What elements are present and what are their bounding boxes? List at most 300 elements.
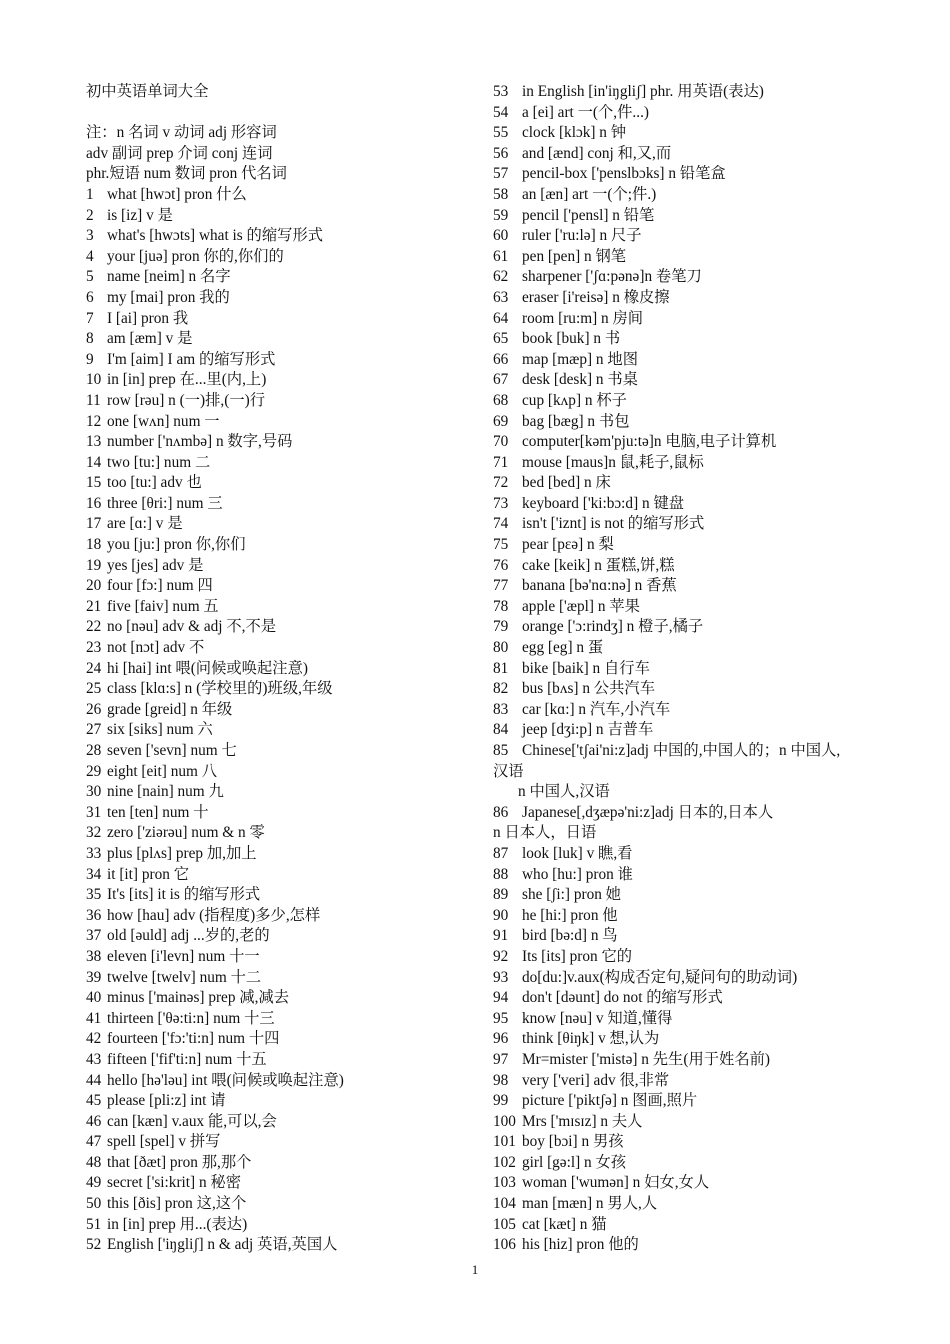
vocab-entry [493, 1194, 893, 1215]
entry-text: no [nəu] adv & adj 不,不是 [107, 618, 277, 636]
vocab-entry [493, 1091, 893, 1112]
entry-number: 99 [493, 1092, 509, 1110]
vocab-entry [493, 803, 893, 824]
document-title: 初中英语单词大全 [86, 83, 209, 100]
entry-number: 6 [86, 288, 94, 306]
vocab-entry [86, 741, 486, 762]
entry-number: 26 [86, 700, 102, 718]
vocab-entry [86, 720, 486, 741]
entry-text: is [iz] v 是 [107, 206, 173, 224]
entry-number: 78 [493, 597, 509, 615]
entry-text: egg [eg] n 蛋 [522, 639, 604, 657]
vocab-entry [86, 926, 486, 947]
entry-number: 9 [86, 350, 94, 368]
vocab-entry [86, 679, 486, 700]
entry-number: 52 [86, 1236, 102, 1254]
entry-text: fifteen ['fif'ti:n] num 十五 [107, 1050, 267, 1068]
entry-number: 96 [493, 1030, 509, 1048]
entry-text: don't [dəunt] do not 的缩写形式 [522, 989, 723, 1007]
entry-number: 34 [86, 865, 102, 883]
vocab-entry [86, 350, 486, 371]
vocab-entry [493, 638, 893, 659]
entry-text: that [ðæt] pron 那,那个 [107, 1153, 252, 1171]
entry-text: what [hwɔt] pron 什么 [107, 185, 247, 203]
entry-number: 77 [493, 577, 509, 595]
entry-number: 64 [493, 309, 509, 327]
entry-text: thirteen ['θə:ti:n] num 十三 [107, 1009, 275, 1027]
vocab-entry [493, 144, 893, 165]
entry-text: he [hi:] pron 他 [522, 906, 618, 924]
entry-number: 27 [86, 721, 102, 739]
entry-number: 56 [493, 144, 509, 162]
vocab-entry [86, 885, 486, 906]
entry-number: 60 [493, 227, 509, 245]
entry-number: 16 [86, 494, 102, 512]
entry-text: it [it] pron 它 [107, 865, 189, 883]
vocab-entry [493, 103, 893, 124]
entry-text: look [luk] v 瞧,看 [522, 844, 633, 862]
entry-number: 57 [493, 165, 509, 183]
entry-number: 20 [86, 577, 102, 595]
entry-number: 5 [86, 268, 94, 286]
entry-text: 汉语 [493, 762, 524, 780]
entry-text: hi [hai] int 喂(问候或唤起注意) [107, 659, 308, 677]
vocab-entry [86, 1071, 486, 1092]
vocab-entry [493, 1112, 893, 1133]
entry-text: six [siks] num 六 [107, 721, 213, 739]
entry-text: in [in] prep 用...(表达) [107, 1215, 248, 1233]
vocab-entry [86, 803, 486, 824]
entry-text: ten [ten] num 十 [107, 803, 209, 821]
vocab-entry [86, 247, 486, 268]
vocab-entry [86, 617, 486, 638]
entry-number: 105 [493, 1215, 516, 1233]
entry-text: his [hiz] pron 他的 [522, 1236, 639, 1254]
entry-number: 63 [493, 288, 509, 306]
entry-number: 51 [86, 1215, 102, 1233]
vocab-entry [86, 576, 486, 597]
entry-number: 10 [86, 371, 102, 389]
entry-number: 23 [86, 639, 102, 657]
entry-text: am [æm] v 是 [107, 330, 193, 348]
vocab-entry [493, 267, 893, 288]
entry-text: number ['nʌmbə] n 数字,号码 [107, 433, 293, 451]
vocab-entry [493, 1009, 893, 1030]
entry-text: your [juə] pron 你的,你们的 [107, 247, 284, 265]
entry-number: 4 [86, 247, 94, 265]
entry-text: spell [spel] v 拼写 [107, 1133, 221, 1151]
entry-number: 69 [493, 412, 509, 430]
vocab-entry [493, 1132, 893, 1153]
entry-number: 13 [86, 433, 102, 451]
entry-number: 55 [493, 124, 509, 142]
entry-text: old [əuld] adj ...岁的,老的 [107, 927, 270, 945]
entry-text: Chinese['tʃai'ni:z]adj 中国的,中国人的；n 中国人, [522, 742, 841, 759]
entry-number: 83 [493, 700, 509, 718]
entry-text: do[du:]v.aux(构成否定句,疑问句的助动词) [522, 968, 798, 986]
entry-number: 47 [86, 1133, 102, 1151]
entry-text: picture ['piktʃə] n 图画,照片 [522, 1092, 698, 1110]
entry-number: 85 [493, 742, 509, 759]
entry-number: 75 [493, 536, 509, 554]
entry-text: two [tu:] num 二 [107, 453, 211, 471]
entry-text: please [pli:z] int 请 [107, 1092, 226, 1110]
entry-number: 28 [86, 742, 102, 759]
entry-text: row [rəu] n (一)排,(一)行 [107, 391, 266, 409]
vocab-entry [86, 906, 486, 927]
entry-text: a [ei] art 一(个,件...) [522, 103, 649, 121]
vocab-entry [493, 988, 893, 1009]
vocab-entry [86, 638, 486, 659]
vocab-entry [493, 391, 893, 412]
vocab-entry [493, 329, 893, 350]
entry-number: 59 [493, 206, 509, 224]
vocab-entry [86, 782, 486, 803]
entry-text: girl [gə:l] n 女孩 [522, 1153, 627, 1171]
entry-number: 68 [493, 391, 509, 409]
entry-number: 22 [86, 618, 102, 636]
entry-text: n 日本人，日语 [493, 824, 597, 842]
entry-text: Japanese[,dʒæpə'ni:z]adj 日本的,日本人 [522, 803, 774, 821]
vocab-entry [86, 412, 486, 433]
entry-text: I [ai] pron 我 [107, 309, 189, 327]
vocab-entry [86, 1235, 486, 1256]
entry-text: English ['iŋgliʃ] n & adj 英语,英国人 [107, 1236, 338, 1254]
vocab-entry [86, 823, 486, 844]
entry-number: 97 [493, 1050, 509, 1068]
vocab-entry [493, 947, 893, 968]
entry-number: 58 [493, 185, 509, 203]
entry-number: 84 [493, 721, 509, 739]
vocab-entry [86, 556, 486, 577]
entry-number: 43 [86, 1050, 102, 1068]
entry-text: who [hu:] pron 谁 [522, 865, 633, 883]
note-line: 注：n 名词 v 动词 adj 形容词 [86, 124, 277, 142]
left-column [86, 82, 486, 1256]
entry-text: class [klɑ:s] n (学校里的)班级,年级 [107, 680, 333, 698]
entry-text: are [ɑ:] v 是 [107, 515, 183, 533]
entry-text: pear [pɛə] n 梨 [522, 536, 614, 554]
entry-text: twelve [twelv] num 十二 [107, 968, 262, 986]
entry-text: eraser [i'reisə] n 橡皮擦 [522, 288, 670, 306]
vocab-entry [493, 1050, 893, 1071]
note-line: phr.短语 num 数词 pron 代名词 [86, 165, 287, 183]
entry-text: isn't ['iznt] is not 的缩写形式 [522, 515, 705, 533]
entry-text: ruler ['ru:lə] n 尺子 [522, 227, 642, 245]
vocab-entry [86, 1173, 486, 1194]
vocab-entry [493, 123, 893, 144]
entry-number: 101 [493, 1133, 516, 1151]
entry-number: 40 [86, 989, 102, 1007]
entry-number: 95 [493, 1009, 509, 1027]
entry-number: 80 [493, 639, 509, 657]
vocab-entry [86, 597, 486, 618]
entry-number: 90 [493, 906, 509, 924]
vocab-entry [493, 453, 893, 474]
abbreviation-notes [86, 123, 486, 185]
vocab-entry [493, 412, 893, 433]
entry-text: pen [pen] n 钢笔 [522, 247, 627, 265]
entry-number: 100 [493, 1112, 516, 1130]
entry-text: my [mai] pron 我的 [107, 288, 230, 306]
entry-number: 74 [493, 515, 509, 533]
entry-number: 76 [493, 556, 509, 574]
page-number: 1 [471, 1262, 479, 1277]
entry-number: 102 [493, 1153, 516, 1171]
entry-text: woman ['wumən] n 妇女,女人 [522, 1174, 710, 1192]
entry-number: 39 [86, 968, 102, 986]
entry-number: 48 [86, 1153, 102, 1171]
entry-text: think [θiŋk] v 想,认为 [522, 1030, 660, 1048]
entry-number: 25 [86, 680, 102, 698]
entry-number: 36 [86, 906, 102, 924]
vocab-entry [493, 762, 893, 783]
entry-text: pencil ['pensl] n 铅笔 [522, 206, 655, 224]
vocab-entry [493, 659, 893, 680]
vocab-entry [493, 741, 893, 762]
vocab-entry [493, 926, 893, 947]
entry-number: 65 [493, 330, 509, 348]
entry-number: 15 [86, 474, 102, 492]
entry-number: 46 [86, 1112, 102, 1130]
vocab-entry [86, 659, 486, 680]
entry-number: 91 [493, 927, 509, 945]
vocab-entry [86, 1112, 486, 1133]
vocab-entry [86, 473, 486, 494]
vocab-entry [493, 679, 893, 700]
vocab-entry [86, 1153, 486, 1174]
entry-number: 30 [86, 783, 102, 801]
vocab-entry [493, 1235, 893, 1256]
vocab-entry [86, 1215, 486, 1236]
entry-text: Mrs ['mɪsɪz] n 夫人 [522, 1112, 643, 1130]
vocab-entry [493, 885, 893, 906]
vocab-entry [86, 206, 486, 227]
vocab-entry [86, 865, 486, 886]
entry-number: 41 [86, 1009, 102, 1027]
vocab-entry [493, 597, 893, 618]
entry-number: 73 [493, 494, 509, 512]
entry-text: what's [hwɔts] what is 的缩写形式 [107, 227, 324, 245]
entry-text: bus [bʌs] n 公共汽车 [522, 680, 655, 698]
entry-text: yes [jes] adv 是 [107, 556, 204, 574]
vocab-entry [86, 309, 486, 330]
entry-text: five [faiv] num 五 [107, 597, 219, 615]
vocab-entry [86, 370, 486, 391]
entry-text: cup [kʌp] n 杯子 [522, 391, 627, 409]
vocab-entry [86, 762, 486, 783]
entry-number: 29 [86, 762, 102, 780]
entry-text: banana [bə'nɑ:nə] n 香蕉 [522, 577, 677, 595]
entry-number: 7 [86, 309, 94, 327]
entry-number: 18 [86, 536, 102, 554]
vocab-entry [86, 432, 486, 453]
entry-number: 86 [493, 803, 509, 821]
entry-text: an [æn] art 一(个;件.) [522, 185, 657, 203]
entry-number: 2 [86, 206, 94, 224]
vocab-entry [86, 844, 486, 865]
entry-text: room [ru:m] n 房间 [522, 309, 644, 327]
entry-text: grade [greid] n 年级 [107, 700, 233, 718]
entry-text: bird [bə:d] n 鸟 [522, 927, 618, 945]
entry-number: 89 [493, 886, 509, 904]
entry-text: car [kɑ:] n 汽车,小汽车 [522, 700, 671, 718]
entry-number: 49 [86, 1174, 102, 1192]
vocab-entry [86, 226, 486, 247]
entry-number: 81 [493, 659, 509, 677]
entry-text: book [buk] n 书 [522, 330, 621, 348]
entry-number: 19 [86, 556, 102, 574]
entry-number: 62 [493, 268, 509, 286]
entry-number: 38 [86, 947, 102, 965]
vocab-entry [493, 535, 893, 556]
entry-text: how [hau] adv (指程度)多少,怎样 [107, 906, 321, 924]
entry-text: map [mæp] n 地图 [522, 350, 638, 368]
vocab-entry [493, 1173, 893, 1194]
vocab-entry [86, 535, 486, 556]
entry-number: 103 [493, 1174, 516, 1192]
vocab-entry [493, 432, 893, 453]
entry-number: 92 [493, 947, 509, 965]
entry-text: can [kæn] v.aux 能,可以,会 [107, 1112, 277, 1130]
vocab-entry [493, 164, 893, 185]
vocab-entry [493, 700, 893, 721]
entry-text: pencil-box ['penslbɔks] n 铅笔盒 [522, 165, 726, 183]
entry-text: orange ['ɔ:rindʒ] n 橙子,橘子 [522, 618, 704, 636]
vocab-entry [493, 206, 893, 227]
vocab-entry [493, 865, 893, 886]
note-line: adv 副词 prep 介词 conj 连词 [86, 144, 273, 162]
entry-text: desk [desk] n 书桌 [522, 371, 638, 389]
entry-text: this [ðis] pron 这,这个 [107, 1195, 247, 1213]
entry-text: n 中国人,汉语 [518, 783, 610, 801]
entry-number: 67 [493, 371, 509, 389]
vocab-entry [493, 556, 893, 577]
entry-number: 42 [86, 1030, 102, 1048]
entry-text: computer[kəm'pju:tə]n 电脑,电子计算机 [522, 433, 777, 451]
entry-text: plus [plʌs] prep 加,加上 [107, 844, 257, 862]
entry-text: nine [nain] num 九 [107, 783, 224, 801]
entry-number: 106 [493, 1236, 516, 1254]
entry-number: 44 [86, 1071, 102, 1089]
entry-number: 3 [86, 227, 94, 245]
vocab-entry [493, 473, 893, 494]
entry-number: 33 [86, 844, 102, 862]
vocab-entry [493, 288, 893, 309]
vocab-entry [493, 1215, 893, 1236]
vocab-entry [86, 185, 486, 206]
entry-number: 53 [493, 83, 509, 100]
entry-number: 94 [493, 989, 509, 1007]
entry-text: man [mæn] n 男人,人 [522, 1195, 658, 1213]
entry-number: 66 [493, 350, 509, 368]
entry-text: very ['veri] adv 很,非常 [522, 1071, 670, 1089]
entry-number: 98 [493, 1071, 509, 1089]
vocab-entry [86, 288, 486, 309]
vocab-entry [493, 782, 893, 803]
vocab-entry [493, 514, 893, 535]
entry-number: 31 [86, 803, 102, 821]
vocab-entry [493, 1029, 893, 1050]
vocab-entry [493, 185, 893, 206]
vocab-entry [86, 1029, 486, 1050]
entry-text: she [ʃi:] pron 她 [522, 886, 621, 904]
entry-number: 61 [493, 247, 509, 265]
entry-number: 50 [86, 1195, 102, 1213]
entry-text: keyboard ['ki:bɔ:d] n 键盘 [522, 494, 685, 512]
entry-number: 71 [493, 453, 509, 471]
vocab-entry [86, 700, 486, 721]
entry-text: three [θri:] num 三 [107, 494, 223, 512]
vocab-entry [493, 823, 893, 844]
vocab-entry [86, 988, 486, 1009]
vocab-entry [86, 514, 486, 535]
entry-text: sharpener ['ʃɑ:pənə]n 卷笔刀 [522, 268, 702, 286]
entry-text: cake [keik] n 蛋糕,饼,糕 [522, 556, 675, 574]
entry-text: jeep [dʒi:p] n 吉普车 [522, 721, 654, 739]
entry-text: clock [klɔk] n 钟 [522, 124, 627, 142]
entry-number: 72 [493, 474, 509, 492]
right-column [493, 82, 893, 1256]
entry-text: mouse [maus]n 鼠,耗子,鼠标 [522, 453, 704, 471]
entry-text: hello [hə'ləu] int 喂(问候或唤起注意) [107, 1071, 344, 1089]
vocab-entry [86, 453, 486, 474]
entry-text: apple ['æpl] n 苹果 [522, 597, 640, 615]
entry-number: 37 [86, 927, 102, 945]
vocab-entry [493, 906, 893, 927]
entry-text: I'm [aim] I am 的缩写形式 [107, 350, 276, 368]
vocab-entry [493, 1071, 893, 1092]
entry-number: 11 [86, 391, 101, 409]
entry-text: fourteen ['fɔ:'ti:n] num 十四 [107, 1030, 280, 1048]
entry-text: not [nɔt] adv 不 [107, 639, 205, 657]
entry-text: Its [its] pron 它的 [522, 947, 633, 965]
vocab-entry [493, 494, 893, 515]
entry-text: seven ['sevn] num 七 [107, 742, 237, 759]
entry-text: in [in] prep 在...里(内,上) [107, 371, 267, 389]
vocab-entry [493, 720, 893, 741]
entry-text: name [neim] n 名字 [107, 268, 231, 286]
vocab-entry [86, 1194, 486, 1215]
entry-text: bed [bed] n 床 [522, 474, 611, 492]
entry-text: minus ['mainəs] prep 减,减去 [107, 989, 290, 1007]
entry-text: too [tu:] adv 也 [107, 474, 202, 492]
vocab-entry [86, 1009, 486, 1030]
vocabulary-list-right [493, 82, 893, 1256]
vocab-entry [493, 968, 893, 989]
entry-number: 1 [86, 185, 94, 203]
entry-text: eleven [i'levn] num 十一 [107, 947, 260, 965]
entry-text: eight [eit] num 八 [107, 762, 218, 780]
entry-number: 14 [86, 453, 102, 471]
entry-text: one [wʌn] num 一 [107, 412, 220, 430]
entry-text: you [ju:] pron 你,你们 [107, 536, 246, 554]
entry-text: bike [baik] n 自行车 [522, 659, 650, 677]
vocab-entry [86, 494, 486, 515]
vocab-entry [86, 1132, 486, 1153]
entry-text: cat [kæt] n 猫 [522, 1215, 607, 1233]
entry-text: and [ænd] conj 和,又,而 [522, 144, 672, 162]
vocab-entry [493, 350, 893, 371]
entry-text: boy [bɔi] n 男孩 [522, 1133, 624, 1151]
vocab-entry [86, 1050, 486, 1071]
entry-number: 70 [493, 433, 509, 451]
vocab-entry [493, 576, 893, 597]
entry-number: 93 [493, 968, 509, 986]
vocab-entry [86, 947, 486, 968]
entry-text: Mr=mister ['mistə] n 先生(用于姓名前) [522, 1050, 771, 1068]
entry-number: 21 [86, 597, 102, 615]
